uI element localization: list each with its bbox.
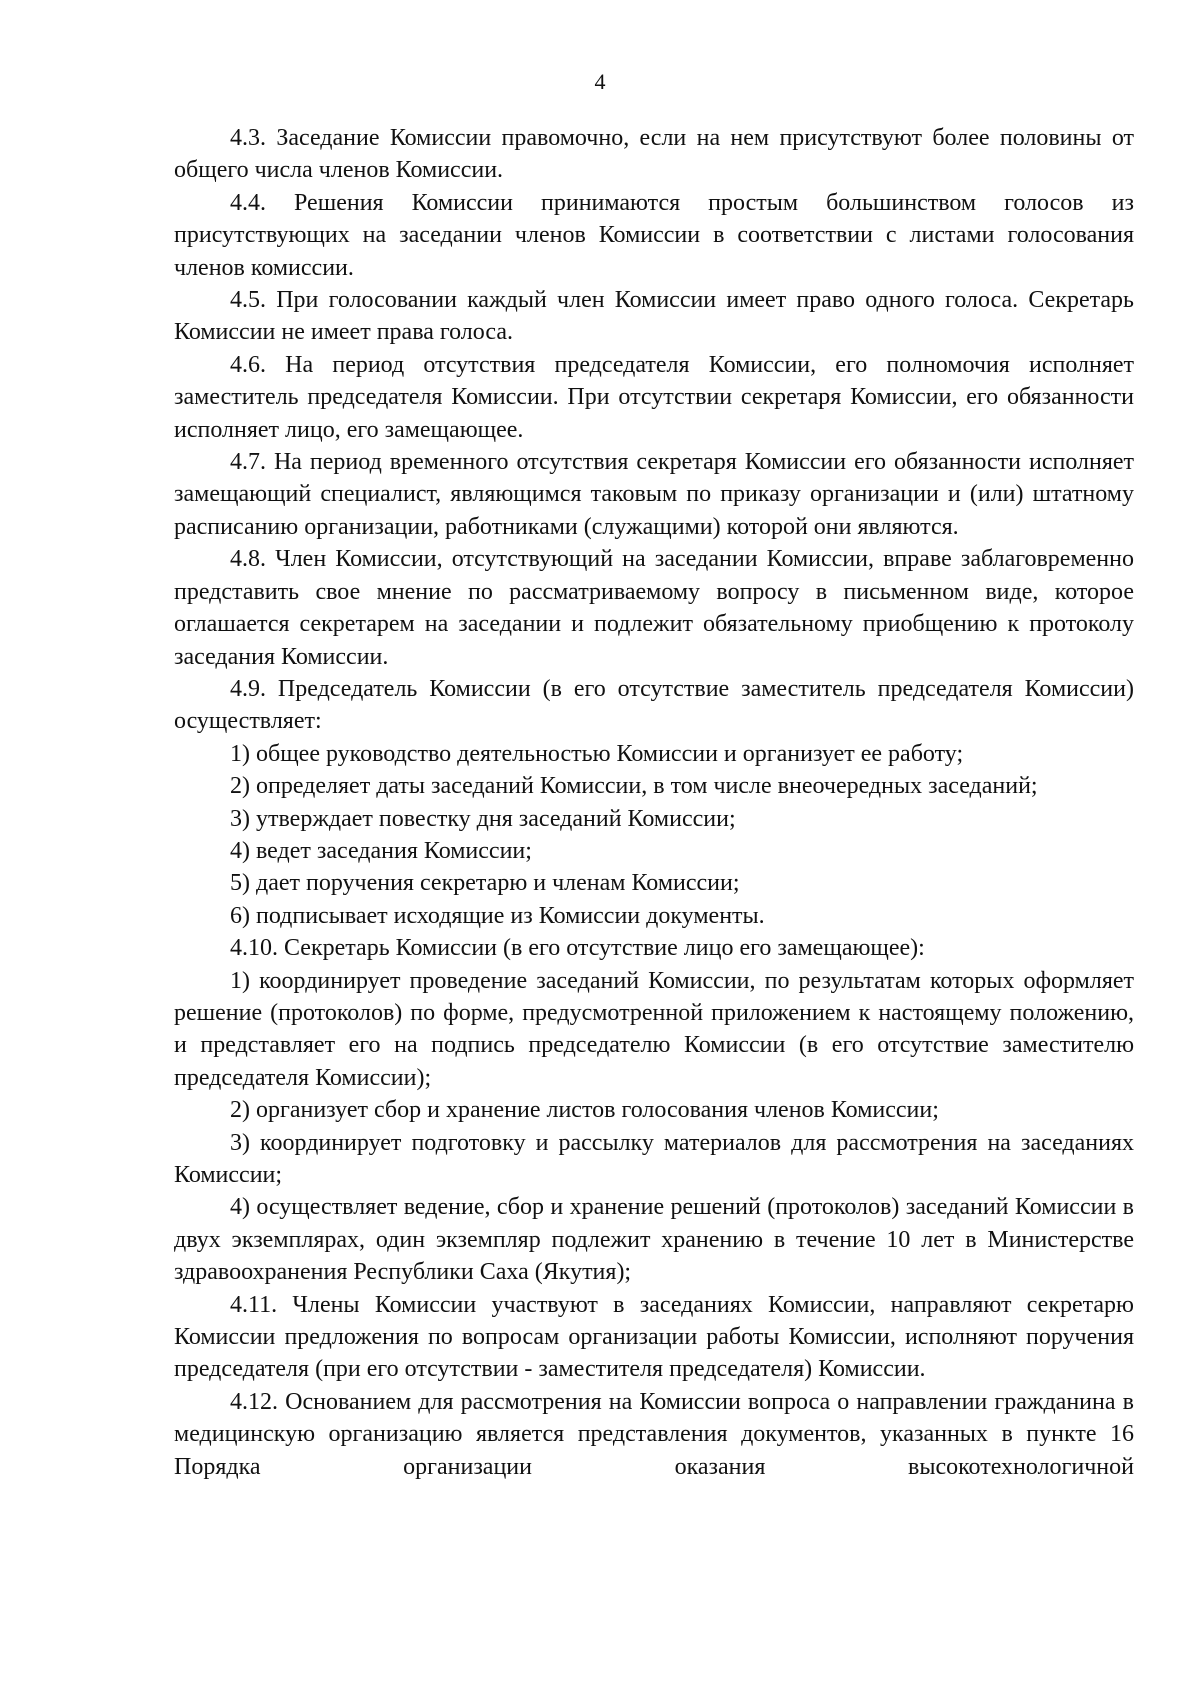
chair-duty-item: 5) дает поручения секретарю и членам Комиссии; [230,870,740,897]
secretary-duty-item: 1) координирует проведение заседаний Комиссии, по результатам которых оформляет решение (протоколов) по форме, предусмотренной приложением к настоящему положению, и представляет его на подпись председателю Комиссии (в его отсутствие заместителю председателя Комиссии); [174,967,1134,1091]
paragraph-4-3: 4.3. Заседание Комиссии правомочно, если на нем присутствуют более половины от общего числа членов Комиссии. [174,125,1134,184]
chair-duty-item: 6) подписывает исходящие из Комиссии документы. [230,902,765,929]
secretary-duty-item: 2) организует сбор и хранение листов голосования членов Комиссии; [230,1097,939,1124]
chair-duty-item: 1) общее руководство деятельностью Комиссии и организует ее работу; [230,740,964,767]
document-body [174,122,1134,1483]
paragraph-4-12: 4.12. Основанием для рассмотрения на Комиссии вопроса о направлении гражданина в медицинскую организацию является представления документов, указанных в пункте 16 Порядка организации оказания высокотехнологичной [174,1388,1134,1480]
paragraph-4-7: 4.7. На период временного отсутствия секретаря Комиссии его обязанности исполняет замещающий специалист, являющимся таковым по приказу организации и (или) штатному расписанию организации, работниками (служащими) которой они являются. [174,449,1134,540]
page-number: 4 [594,69,606,94]
secretary-duty-item: 3) координирует подготовку и рассылку материалов для рассмотрения на заседаниях Комиссии; [174,1129,1134,1188]
paragraph-4-9: 4.9. Председатель Комиссии (в его отсутствие заместитель председателя Комиссии) осуществляет: [174,675,1134,735]
chair-duty-item: 3) утверждает повестку дня заседаний Комиссии; [230,805,736,832]
paragraph-4-4: 4.4. Решения Комиссии принимаются простым большинством голосов из присутствующих на заседании членов Комиссии в соответствии с листами голосования членов комиссии. [174,189,1134,281]
chair-duty-item: 2) определяет даты заседаний Комиссии, в том числе внеочередных заседаний; [230,773,1038,800]
paragraph-4-6: 4.6. На период отсутствия председателя Комиссии, его полномочия исполняет заместитель председателя Комиссии. При отсутствии секретаря Комиссии, его обязанности исполняет лицо, его замещающее. [174,351,1134,443]
paragraph-4-8: 4.8. Член Комиссии, отсутствующий на заседании Комиссии, вправе заблаговременно представить свое мнение по рассматриваемому вопросу в письменном виде, которое оглашается секретарем на заседании и подлежит обязательному приобщению к протоколу заседания Комиссии. [174,546,1134,670]
paragraph-4-5: 4.5. При голосовании каждый член Комиссии имеет право одного голоса. Секретарь Комиссии не имеет права голоса. [174,287,1134,346]
chair-duty-item: 4) ведет заседания Комиссии; [230,837,532,864]
paragraph-4-11: 4.11. Члены Комиссии участвуют в заседаниях Комиссии, направляют секретарю Комиссии предложения по вопросам организации работы Комиссии, исполняют поручения председателя (при его отсутствии - заместителя председателя) Комиссии. [174,1291,1134,1383]
paragraph-4-10: 4.10. Секретарь Комиссии (в его отсутствие лицо его замещающее): [230,935,925,962]
secretary-duty-item: 4) осуществляет ведение, сбор и хранение решений (протоколов) заседаний Комиссии в двух экземплярах, один экземпляр подлежит хранению в течение 10 лет в Министерстве здравоохранения Республики Саха (Якутия); [174,1194,1134,1286]
